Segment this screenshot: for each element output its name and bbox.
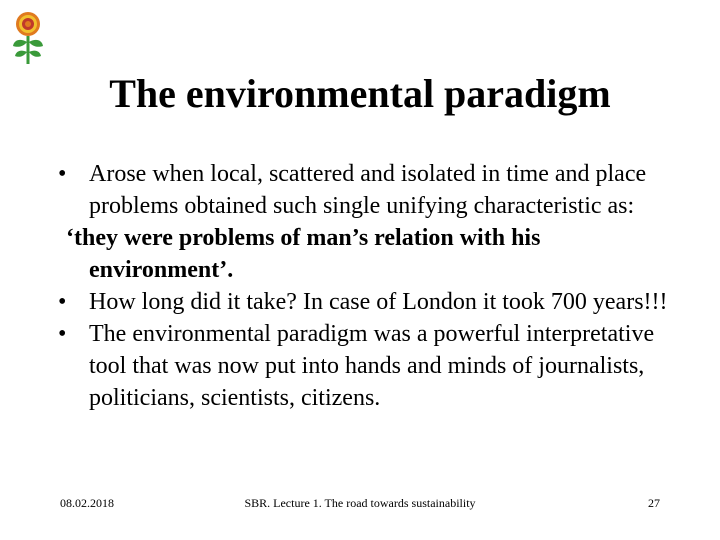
bullet-text: Arose when local, scattered and isolated in time and place problems obtained such single unifying characteristic as: (89, 161, 647, 219)
bullet-item (58, 318, 688, 414)
bullet-text: The environmental paradigm was a powerful interpretative tool that was now put into hands and minds of journalists, politicians, scientists, citizens. (89, 321, 655, 411)
footer-date: 08.02.2018 (60, 496, 114, 510)
bullet-symbol: • (58, 161, 67, 187)
footer-page-number: 27 (648, 496, 660, 510)
bullet-text: How long did it take? In case of London it took 700 years!!! (89, 289, 668, 315)
slide-title: The environmental paradigm (109, 71, 611, 116)
bullet-symbol: • (58, 289, 67, 315)
quote-text: ‘they were problems of man’s relation with his environment’. (66, 225, 541, 283)
bullet-item (58, 158, 688, 222)
slide-content (58, 158, 688, 414)
sunflower-logo-icon (10, 10, 46, 66)
footer-lecture-title: SBR. Lecture 1. The road towards sustainability (244, 496, 476, 510)
bullet-item (58, 286, 688, 318)
bullet-symbol: • (58, 321, 67, 347)
